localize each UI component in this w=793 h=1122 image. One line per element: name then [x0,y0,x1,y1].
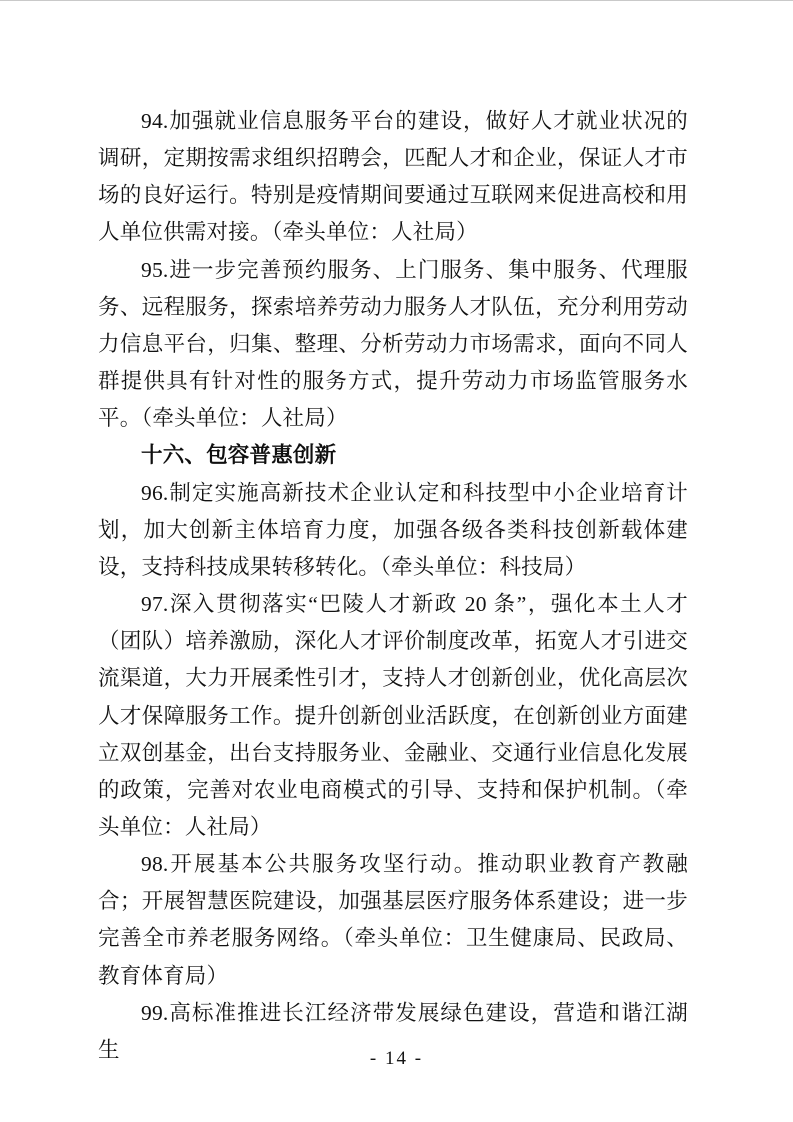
section-heading-16: 十六、包容普惠创新 [141,443,337,468]
paragraph-item-97: 97.深入贯彻落实“巴陵人才新政 20 条”，强化本土人才（团队）培养激励，深化人才评价制度改革，拓宽人才引进交流渠道，大力开展柔性引才，支持人才创新创业，优化高层次人才保障服务工作。提升创新创业活跃度，在创新创业方面建立双创基金，出台支持服务业、金融业、交通行业信息化发展的政策，完善对农业电商模式的引导、支持和保护机制。（牵头单位：人社局） [98,592,688,839]
paragraph-item-95: 95.进一步完善预约服务、上门服务、集中服务、代理服务、远程服务，探索培养劳动力服务人才队伍，充分利用劳动力信息平台，归集、整理、分析劳动力市场需求，面向不同人群提供具有针对性的服务方式，提升劳动力市场监管服务水平。（牵头单位：人社局） [98,257,688,431]
paragraph-item-94: 94.加强就业信息服务平台的建设，做好人才就业状况的调研，定期按需求组织招聘会，匹配人才和企业，保证人才市场的良好运行。特别是疫情期间要通过互联网来促进高校和用人单位供需对接。（牵头单位：人社局） [98,109,688,245]
page-number: - 14 - [369,1048,424,1069]
document-body [98,103,688,1069]
page-footer [0,1047,793,1071]
paragraph-item-98: 98.开展基本公共服务攻坚行动。推动职业教育产教融合；开展智慧医院建设，加强基层医疗服务体系建设；进一步完善全市养老服务网络。（牵头单位：卫生健康局、民政局、教育体育局） [98,852,688,988]
paragraph-item-99: 99.高标准推进长江经济带发展绿色建设，营造和谐江湖生 [98,1000,688,1062]
paragraph-item-96: 96.制定实施高新技术企业认定和科技型中小企业培育计划，加大创新主体培育力度，加强各级各类科技创新载体建设，支持科技成果转移转化。（牵头单位：科技局） [98,480,688,579]
